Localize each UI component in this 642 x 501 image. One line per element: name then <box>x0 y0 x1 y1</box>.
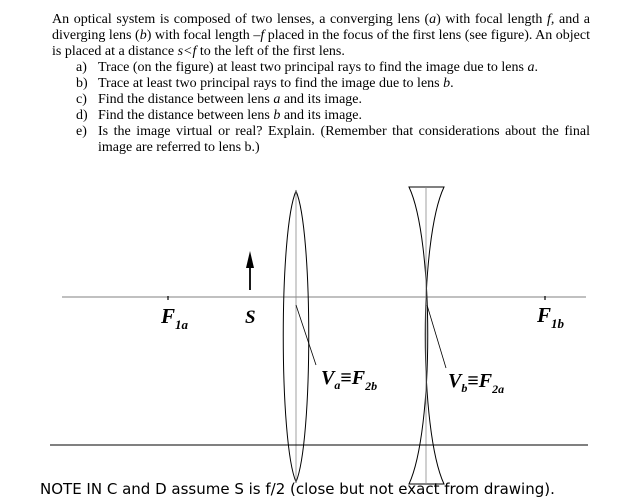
intro-focal-neg-f: f <box>260 28 265 43</box>
question-lens: b <box>273 108 281 123</box>
question-label: e) <box>76 124 87 139</box>
note-text: NOTE IN C and D assume S is f/2 (close but not exact from drawing). <box>40 480 555 498</box>
label-f1b: $F_{1b}$ <box>537 303 565 331</box>
diverging-lens-outline <box>409 187 444 484</box>
leader-line-va <box>296 305 316 365</box>
question-lens: b <box>443 76 451 91</box>
question-lens: a <box>527 60 535 75</box>
intro-text: placed in the focus of the first lens (see figure). An object is placed at a distance <box>52 28 590 59</box>
intro-text: to the left of the first lens. <box>196 44 345 59</box>
question-text: . <box>534 60 538 75</box>
intro-text: ) with focal length <box>436 12 547 27</box>
object-arrow-head <box>246 251 254 268</box>
label-s: S <box>245 307 256 328</box>
leader-line-vb <box>427 305 446 368</box>
question-text: Trace at least two principal rays to find the image due to lens <box>98 76 444 91</box>
question-text: . <box>450 76 454 91</box>
question-text: Is the image virtual or real? Explain. (Remember that considerations about the final image are referred to lens b.) <box>98 124 590 155</box>
question-label: d) <box>76 108 88 123</box>
question-label: c) <box>76 92 87 107</box>
question-label: b) <box>76 76 88 91</box>
intro-text: and a diverging lens ( <box>52 12 590 43</box>
intro-text: ) with focal length – <box>146 28 261 43</box>
intro-lens-b: b <box>139 28 147 43</box>
question-text: Find the distance between lens <box>98 108 274 123</box>
question-text: Find the distance between lens <box>98 92 274 107</box>
intro-focal-f: f, <box>547 12 555 27</box>
intro-distance-s: s<f <box>177 44 197 59</box>
label-va-f2b: $V_a\equiv F_{2b}$ <box>321 367 378 393</box>
converging-lens-a <box>283 191 309 482</box>
question-label: a) <box>76 60 87 75</box>
label-f1a: $F_{1a}$ <box>161 304 189 332</box>
diverging-lens-b <box>409 187 444 484</box>
intro-lens-a: a <box>429 12 437 27</box>
question-text: Trace (on the figure) at least two principal rays to find the image due to lens <box>98 60 528 75</box>
intro-text: An optical system is composed of two lenses, a converging lens ( <box>52 12 430 27</box>
question-text: and its image. <box>280 92 362 107</box>
label-vb-f2a: $V_b\equiv F_{2a}$ <box>448 370 505 396</box>
question-lens: a <box>273 92 281 107</box>
question-text: and its image. <box>280 108 362 123</box>
